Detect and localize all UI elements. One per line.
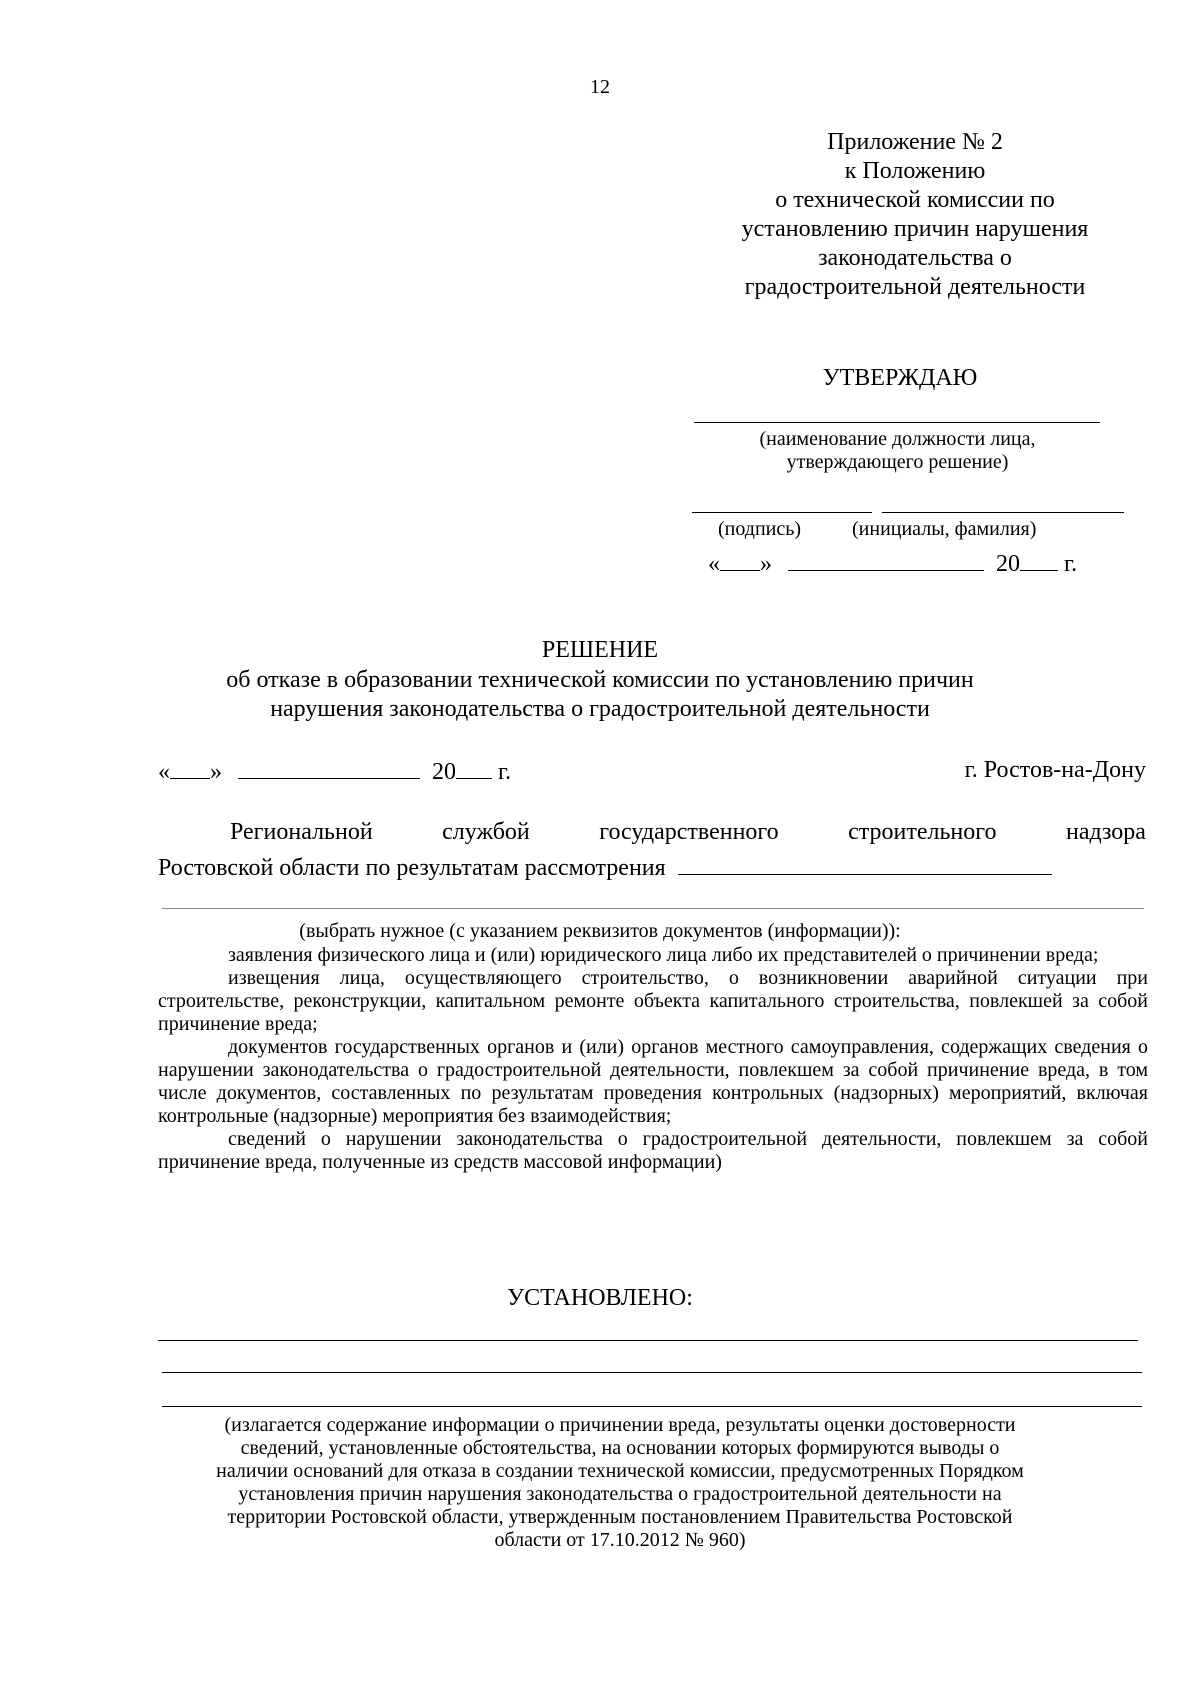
year-blank xyxy=(1020,548,1058,571)
body-word: государственного xyxy=(599,819,779,845)
decision-title: РЕШЕНИЕ xyxy=(541,637,659,663)
option-item: документов государственных органов и (или) органов местного самоуправления, содержащих сведения о нарушении законодательства о градостроительной деятельности, повлекшем за собой причинение вреда, в том числе документов, составленных по результатам проведения контрольных (надзорных) мероприятий, включая контрольные (надзорные) мероприятия без взаимодействия; xyxy=(158,1036,1148,1127)
year-prefix: 20 xyxy=(432,759,456,785)
year-suffix: г. xyxy=(498,759,512,785)
established-title: УСТАНОВЛЕНО: xyxy=(507,1285,693,1311)
position-hint-line: (наименование должности лица, xyxy=(759,428,1036,450)
open-quote: « xyxy=(708,551,720,577)
page-number: 12 xyxy=(590,76,610,98)
option-item: заявления физического лица и (или) юридического лица либо их представителей о причинении вреда; xyxy=(228,944,1099,966)
day-blank xyxy=(170,756,210,779)
established-line xyxy=(162,1372,1142,1373)
established-note-line: наличии оснований для отказа в создании технической комиссии, предусмотренных Порядком xyxy=(216,1460,1024,1482)
decision-subtitle-line: нарушения законодательства о градостроительной деятельности xyxy=(270,696,930,722)
name-hint: (инициалы, фамилия) xyxy=(852,518,1037,540)
appendix-line: установлению причин нарушения xyxy=(741,216,1089,242)
appendix-line: законодательства о xyxy=(818,245,1012,271)
established-note xyxy=(130,1414,1110,1552)
body-word: строительного xyxy=(848,819,997,845)
appendix-line: Приложение № 2 xyxy=(827,129,1003,155)
option-item: извещения лица, осуществляющего строительство, о возникновении аварийной ситуации при строительстве, реконструкции, капитальном ремонте объекта капитального строительства, повлекшей за собой причинение вреда; xyxy=(158,967,1148,1035)
body-word: Региональной xyxy=(230,819,373,845)
close-quote: » xyxy=(760,551,772,577)
signature-hint: (подпись) xyxy=(718,518,802,540)
appendix-block xyxy=(700,128,1130,302)
signature-line xyxy=(692,512,872,513)
body-line-2-text: Ростовской области по результатам рассмотрения xyxy=(158,855,666,881)
decision-subtitle xyxy=(0,666,1200,724)
name-line xyxy=(882,512,1124,513)
appendix-line: о технической комиссии по xyxy=(775,187,1055,213)
year-blank xyxy=(456,756,492,779)
appendix-line: градостроительной деятельности xyxy=(744,274,1086,300)
appendix-line: к Положению xyxy=(844,158,986,184)
position-hint xyxy=(690,428,1105,474)
body-word: службой xyxy=(442,819,530,845)
decision-subtitle-line: об отказе в образовании технической комиссии по установлению причин xyxy=(226,667,974,693)
day-blank xyxy=(720,548,760,571)
established-line xyxy=(158,1340,1138,1341)
position-hint-line: утверждающего решение) xyxy=(786,451,1009,473)
year-prefix: 20 xyxy=(996,551,1020,577)
body-line-2 xyxy=(158,852,1052,883)
city: г. Ростов-на-Дону xyxy=(964,757,1146,783)
approve-title: УТВЕРЖДАЮ xyxy=(822,365,978,391)
position-line xyxy=(694,422,1100,423)
year-suffix: г. xyxy=(1064,551,1078,577)
month-blank xyxy=(788,548,984,571)
body-line-1 xyxy=(230,818,1146,847)
option-item: сведений о нарушении законодательства о градостроительной деятельности, повлекшем за собой причинение вреда, полученные из средств массовой информации) xyxy=(158,1128,1148,1173)
established-note-line: сведений, установленные обстоятельства, на основании которых формируются выводы о xyxy=(240,1437,1000,1459)
established-note-line: (излагается содержание информации о причинении вреда, результаты оценки достоверности xyxy=(224,1414,1016,1436)
open-quote: « xyxy=(158,759,170,785)
review-line-2 xyxy=(162,908,1144,909)
options-list xyxy=(158,944,1148,1174)
established-line xyxy=(162,1406,1142,1407)
decision-date xyxy=(158,756,511,787)
established-note-line: территории Ростовской области, утвержденным постановлением Правительства Ростовской xyxy=(227,1506,1013,1528)
approve-date xyxy=(708,548,1077,579)
established-note-line: области от 17.10.2012 № 960) xyxy=(494,1529,746,1551)
close-quote: » xyxy=(210,759,222,785)
established-note-line: установления причин нарушения законодательства о градостроительной деятельности на xyxy=(238,1483,1002,1505)
body-word: надзора xyxy=(1065,819,1146,845)
month-blank xyxy=(238,756,420,779)
review-blank xyxy=(678,852,1052,875)
options-intro: (выбрать нужное (с указанием реквизитов документов (информации)): xyxy=(299,920,901,942)
